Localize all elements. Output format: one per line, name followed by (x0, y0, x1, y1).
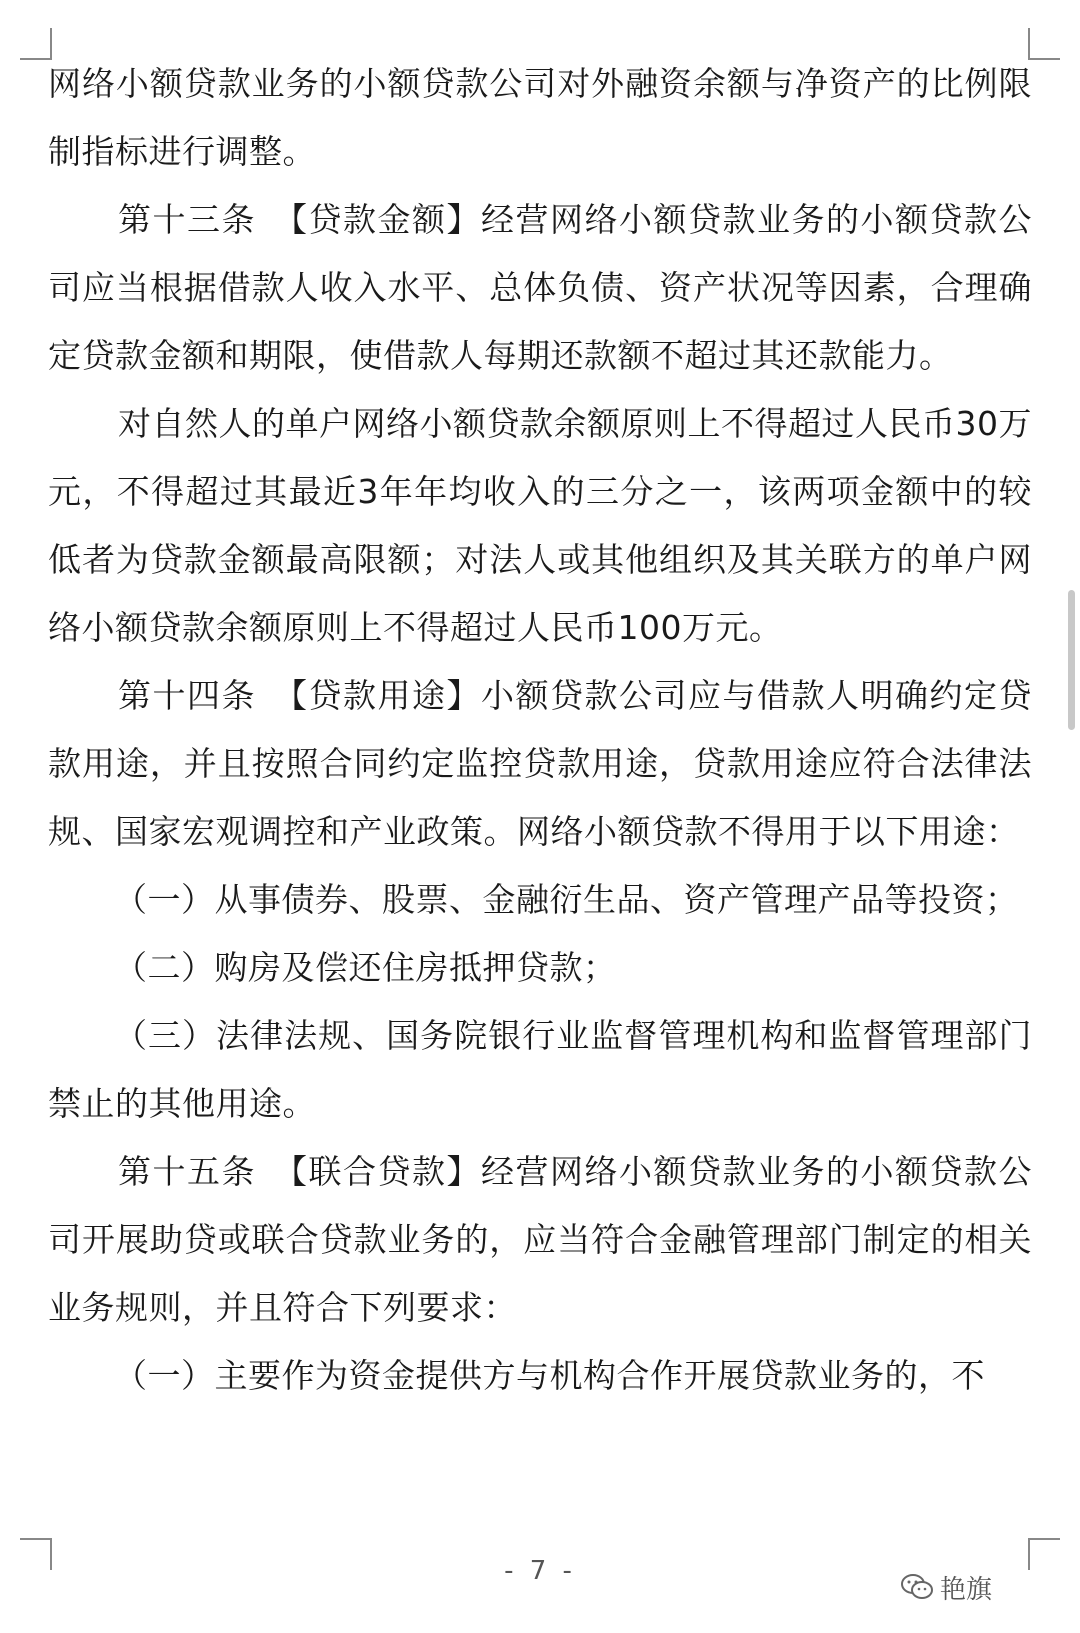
paragraph-continuation: 网络小额贷款业务的小额贷款公司对外融资余额与净资产的比例限制指标进行调整。 (48, 64, 1032, 171)
paragraph-article-15: 第十五条 【联合贷款】经营网络小额贷款业务的小额贷款公司开展助贷或联合贷款业务的，应当符合金融管理部门制定的相关业务规则，并且符合下列要求： (48, 1152, 1032, 1327)
list-item-14-1: （一）从事债券、股票、金融衍生品、资产管理产品等投资； (114, 880, 1019, 919)
corner-mark-top-right (1028, 28, 1060, 60)
wechat-icon (900, 1573, 934, 1601)
page-number: - 7 - (504, 1556, 576, 1586)
paragraph-article-14: 第十四条 【贷款用途】小额贷款公司应与借款人明确约定贷款用途，并且按照合同约定监控贷款用途，贷款用途应符合法律法规、国家宏观调控和产业政策。网络小额贷款不得用于以下用途： (48, 676, 1032, 851)
vertical-scrollbar[interactable] (1068, 590, 1075, 730)
paragraph-article-13: 第十三条 【贷款金额】经营网络小额贷款业务的小额贷款公司应当根据借款人收入水平、总体负债、资产状况等因素，合理确定贷款金额和期限，使借款人每期还款额不超过其还款能力。 (48, 200, 1032, 375)
list-item-14-3: （三）法律法规、国务院银行业监督管理机构和监督管理部门禁止的其他用途。 (48, 1016, 1032, 1123)
document-body (48, 50, 1032, 1410)
list-item-14-2: （二）购房及偿还住房抵押贷款； (114, 948, 617, 987)
watermark (900, 1567, 992, 1607)
list-item-15-1: （一）主要作为资金提供方与机构合作开展贷款业务的，不 (114, 1356, 985, 1395)
watermark-text: 艳旗 (940, 1574, 993, 1605)
paragraph-article-13-limit: 对自然人的单户网络小额贷款余额原则上不得超过人民币30万元，不得超过其最近3年年均收入的三分之一，该两项金额中的较低者为贷款金额最高限额；对法人或其他组织及其关联方的单户网络小额贷款余额原则上不得超过人民币100万元。 (48, 404, 1032, 647)
